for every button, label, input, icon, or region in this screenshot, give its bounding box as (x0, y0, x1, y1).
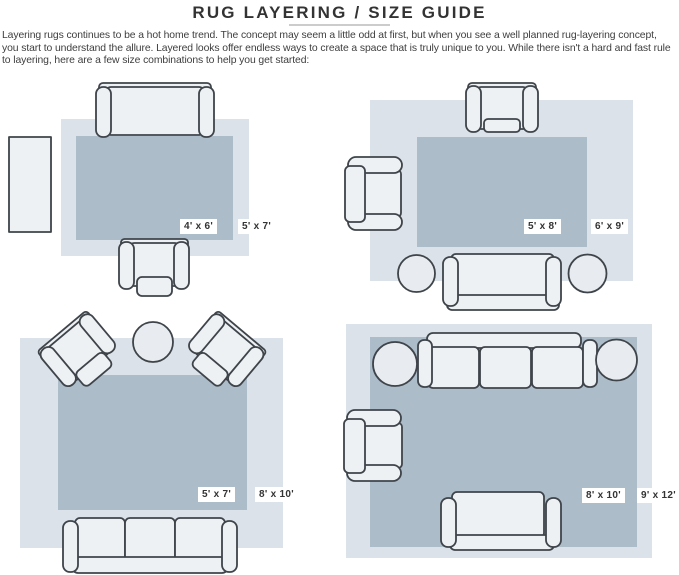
sofa-cushion (125, 518, 175, 561)
sofa-arm-left (443, 257, 458, 306)
size-label-inner-rug: 4' x 6' (180, 219, 217, 234)
armchair-back (345, 166, 365, 222)
sofa-cushion (532, 347, 583, 388)
page-title: RUG LAYERING / SIZE GUIDE (192, 3, 487, 22)
armchair-seat (360, 170, 401, 217)
round-side-table (133, 322, 173, 362)
layout-top-left (9, 83, 249, 296)
intro-line: to layering, here are a few size combinations to help you get started: (2, 55, 310, 67)
pouf-right (569, 255, 607, 293)
sofa-three-seat (63, 518, 237, 573)
intro-line: you start to understand the allure. Layered looks offer endless ways to create a space that is truly unique to you. While there isn't a hard and fast rule (2, 42, 671, 54)
layout-bottom-right (344, 324, 652, 558)
sofa-arm-left (96, 87, 111, 137)
sofa-seat (106, 87, 204, 135)
loveseat-arm-left (441, 498, 456, 547)
loveseat-bottom (441, 492, 561, 550)
intro-line: Layering rugs continues to be a hot home trend. The concept may seem a little odd at first, but when you see a well planned rug-layering concept, (2, 30, 657, 41)
sofa-cushion (428, 347, 479, 388)
armchair (119, 239, 189, 296)
armchair-left (344, 410, 402, 481)
sofa-arm-right (222, 521, 237, 572)
armchair-arm-right (174, 242, 189, 289)
sofa-back (447, 295, 559, 310)
pouf-right (596, 340, 637, 381)
sofa-arm-left (63, 521, 78, 572)
layout-top-right (345, 83, 633, 310)
loveseat-seat (452, 492, 544, 538)
size-label-inner-rug: 5' x 7' (198, 487, 235, 502)
sofa-back (427, 333, 581, 348)
sofa-arm-right (546, 257, 561, 306)
armchair-front-cushion (137, 277, 172, 296)
loveseat-arm-right (546, 498, 561, 547)
inner-rug (417, 137, 587, 247)
sofa-cushion (480, 347, 531, 388)
size-label-outer-rug: 9' x 12' (637, 488, 679, 503)
size-label-outer-rug: 8' x 10' (255, 487, 298, 502)
sofa-three-seat-top (418, 333, 597, 388)
sofa-arm-right (199, 87, 214, 137)
size-label-outer-rug: 5' x 7' (238, 219, 275, 234)
size-label-inner-rug: 8' x 10' (582, 488, 625, 503)
sofa (96, 83, 214, 137)
sofa-arm-right (583, 340, 597, 387)
armchair-top (466, 83, 538, 132)
armchair-arm-left (466, 86, 481, 132)
console-table (9, 137, 51, 232)
armchair-left (345, 157, 402, 230)
loveseat-back (450, 535, 554, 550)
sofa-cushion (175, 518, 225, 561)
armchair-arm-right (523, 86, 538, 132)
armchair-arm-left (119, 242, 134, 289)
layout-bottom-left (20, 310, 283, 573)
armchair-front-cushion (484, 119, 520, 132)
sofa-cushion (75, 518, 125, 561)
sofa-arm-left (418, 340, 432, 387)
sofa-bottom (443, 254, 561, 310)
sofa-back (72, 557, 228, 573)
pouf-left (398, 255, 435, 292)
size-label-outer-rug: 6' x 9' (591, 219, 628, 234)
armchair-back (344, 419, 365, 473)
size-label-inner-rug: 5' x 8' (524, 219, 561, 234)
pouf-left (373, 342, 417, 386)
